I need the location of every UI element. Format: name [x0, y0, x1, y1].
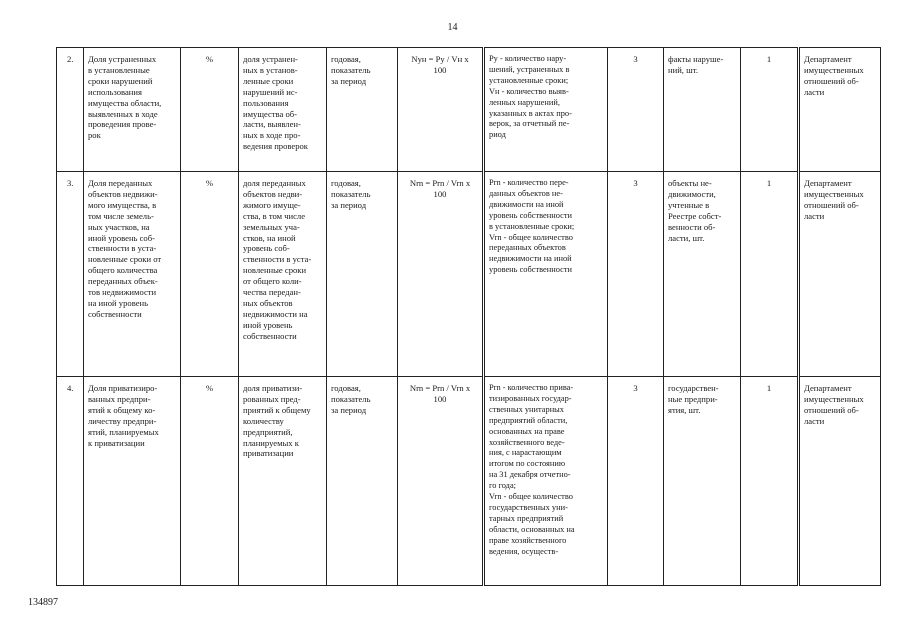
row-number: 2.	[57, 48, 84, 172]
indicator-description: Prn - количество прива- тизированных государ- ственных унитарных предприятий области, основанных на праве хозяйственного веде- ния, с нарастающим итогом по состоянию на 31 декабря отчетно- го года; Vrn - общее количество государственных уни- тарных предприятий области, основанных на праве хозяйственного ведения, осуществ-	[484, 377, 608, 586]
row-number: 4.	[57, 377, 84, 586]
page-number: 14	[447, 22, 458, 33]
unit-cell: %	[181, 377, 239, 586]
document-id: 134897	[28, 597, 58, 608]
indicator-description: Prn - количество пере- данных объектов не- движимости на иной уровень собственности в установленные сроки; Vrn - общее количество переданных объектов недвижимости на иной уровень собственности	[484, 172, 608, 377]
basis-cell: государствен- ные предпри- ятия, шт.	[664, 377, 741, 586]
indicator-definition: доля переданных объектов недви- жимого имуще- ства, в том числе земельных уча- стков, на иной уровень соб- ственности в уста- новленные сроки от общего коли- чества передан- ных объектов недвижимости на иной уровень собственности	[239, 172, 327, 377]
indicators-table	[56, 47, 881, 586]
code-cell: 1	[741, 48, 799, 172]
indicator-name: Доля переданных объектов недвижи- мого имущества, в том числе земель- ных участков, на иной уровень соб- ственности в уста- новленные сроки от общего количества переданных объек- тов недвижимости на иной уровень собственности	[84, 172, 181, 377]
unit-cell: %	[181, 48, 239, 172]
formula-cell: Nун = Ру / Vн х 100	[398, 48, 484, 172]
unit-cell: %	[181, 172, 239, 377]
periodicity-cell: годовая, показатель за период	[327, 377, 398, 586]
periodicity-cell: годовая, показатель за период	[327, 172, 398, 377]
method-cell: 3	[608, 172, 664, 377]
indicator-name: Доля приватизиро- ванных предпри- ятий к общему ко- личеству предпри- ятий, планируемых к приватизации	[84, 377, 181, 586]
table-row	[57, 377, 881, 586]
responsible-cell: Департамент имущественных отношений об- ласти	[799, 48, 881, 172]
method-cell: 3	[608, 48, 664, 172]
indicator-definition: доля приватизи- рованных пред- приятий к общему количеству предприятий, планируемых к приватизации	[239, 377, 327, 586]
responsible-cell: Департамент имущественных отношений об- ласти	[799, 377, 881, 586]
formula-cell: Nrn = Prn / Vrn х 100	[398, 172, 484, 377]
code-cell: 1	[741, 377, 799, 586]
basis-cell: объекты не- движимости, учтенные в Реестре собст- венности об- ласти, шт.	[664, 172, 741, 377]
row-number: 3.	[57, 172, 84, 377]
indicator-name: Доля устраненных в установленные сроки нарушений использования имущества области, выявленных в ходе проведения прове- рок	[84, 48, 181, 172]
responsible-cell: Департамент имущественных отношений об- ласти	[799, 172, 881, 377]
method-cell: 3	[608, 377, 664, 586]
basis-cell: факты наруше- ний, шт.	[664, 48, 741, 172]
code-cell: 1	[741, 172, 799, 377]
table-row	[57, 48, 881, 172]
periodicity-cell: годовая, показатель за период	[327, 48, 398, 172]
formula-cell: Nrn = Prn / Vrn х 100	[398, 377, 484, 586]
table-row	[57, 172, 881, 377]
indicator-description: Ру - количество нару- шений, устраненных в установленные сроки; Vн - количество выяв- ленных нарушений, указанных в актах про- верок, за отчетный пе- риод	[484, 48, 608, 172]
indicator-definition: доля устранен- ных в установ- ленные сроки нарушений ис- пользования имущества об- ласти, выявлен- ных в ходе про- ведения проверок	[239, 48, 327, 172]
